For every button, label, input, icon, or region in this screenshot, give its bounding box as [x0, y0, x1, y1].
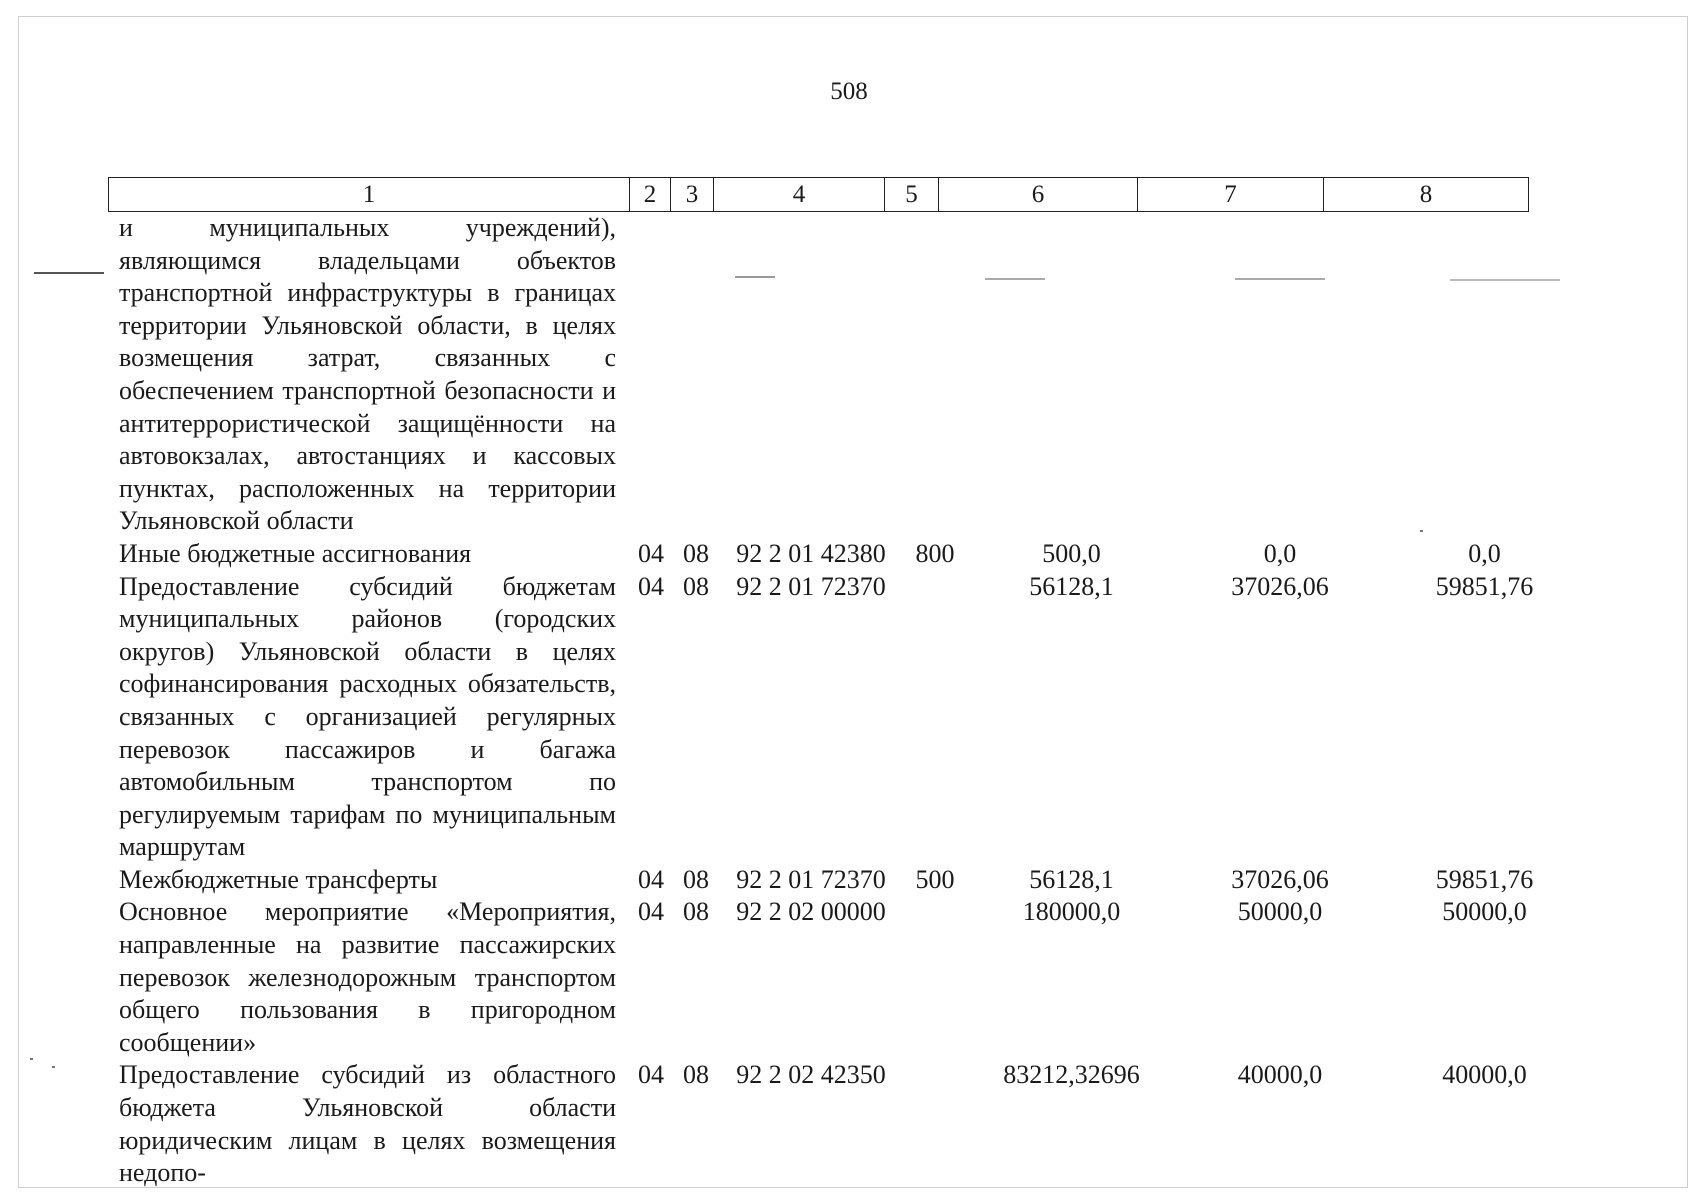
cell-amount-col6 — [964, 212, 1179, 538]
col-header-6: 6 — [939, 178, 1138, 212]
cell-expense-type: 800 — [915, 538, 955, 568]
cell-target-article: 92 2 02 00000 — [736, 897, 886, 927]
budget-table — [108, 212, 1588, 1190]
table-row — [108, 896, 1588, 1059]
cell-amount-col8: 40000,0 — [1442, 1060, 1527, 1090]
cell-target-article: 92 2 02 42350 — [736, 1060, 886, 1090]
col-header-1: 1 — [109, 178, 630, 212]
col-header-5: 5 — [885, 178, 939, 212]
cell-section: 04 — [638, 897, 664, 927]
cell-target-article — [716, 212, 906, 538]
row-description: Иные бюджетные ассигнования — [119, 538, 472, 568]
cell-subsection: 08 — [683, 571, 709, 601]
table-row — [108, 538, 1588, 571]
cell-amount-col7: 37026,06 — [1231, 864, 1329, 894]
row-description: Предоставление субсидий из областного бюджета Ульяновской области юридическим лицам в целях возмещения недопо- — [119, 1060, 616, 1188]
cell-expense-type — [906, 212, 964, 538]
cell-section — [626, 212, 676, 538]
cell-section: 04 — [638, 864, 664, 894]
cell-section: 04 — [638, 538, 664, 568]
cell-subsection: 08 — [683, 538, 709, 568]
table-row — [108, 571, 1588, 864]
row-description: и муниципальных учреждений), являющимся владельцами объектов транспортной инфраструктуры в границах территории Ульяновской области, в целях возмещения затрат, связанных с обеспечением транспортной безопасности и антитеррористической защищённости на автовокзалах, автостанциях и кассовых пунктах, расположенных на территории Ульяновской области — [119, 213, 616, 536]
cell-amount-col6: 83212,32696 — [1003, 1060, 1140, 1090]
cell-expense-type — [906, 571, 964, 864]
cell-amount-col8: 59851,76 — [1435, 571, 1534, 601]
cell-amount-col8 — [1381, 212, 1588, 538]
table-row — [108, 1059, 1588, 1189]
col-header-7: 7 — [1138, 178, 1324, 212]
cell-subsection: 08 — [683, 1060, 709, 1090]
table-row — [108, 864, 1588, 897]
cell-amount-col8: 59851,76 — [1435, 864, 1534, 894]
cell-target-article: 92 2 01 42380 — [736, 538, 886, 568]
col-header-8: 8 — [1324, 178, 1529, 212]
col-header-2: 2 — [630, 178, 671, 212]
cell-amount-col6: 500,0 — [1042, 538, 1101, 568]
cell-subsection: 08 — [683, 864, 709, 894]
cell-section: 04 — [638, 1060, 664, 1090]
cell-expense-type — [906, 896, 964, 1059]
cell-amount-col7 — [1179, 212, 1381, 538]
scan-artifact-dash — [34, 272, 104, 274]
cell-subsection: 08 — [683, 897, 709, 927]
table-row — [108, 212, 1588, 538]
cell-amount-col6: 56128,1 — [1029, 571, 1114, 601]
cell-amount-col7: 40000,0 — [1237, 1060, 1323, 1090]
cell-amount-col7: 37026,06 — [1231, 571, 1329, 601]
scan-artifact-speck — [30, 1058, 33, 1060]
cell-amount-col7: 50000,0 — [1237, 897, 1323, 927]
cell-amount-col6: 180000,0 — [1022, 897, 1121, 927]
col-header-4: 4 — [714, 178, 885, 212]
cell-section: 04 — [638, 571, 664, 601]
cell-expense-type — [906, 1059, 964, 1189]
row-description: Предоставление субсидий бюджетам муниципальных районов (городских округов) Ульяновской области в целях софинансирования расходных обязательств, связанных с организацией регулярных перевозок пассажиров и багажа автомобильным транспортом по регулируемым тарифам по муниципальным маршрутам — [119, 571, 616, 862]
cell-amount-col8: 50000,0 — [1442, 897, 1527, 927]
col-header-3: 3 — [671, 178, 714, 212]
page-number: 508 — [830, 78, 868, 105]
cell-subsection — [676, 212, 716, 538]
column-header-row — [108, 177, 1529, 212]
cell-amount-col7: 0,0 — [1263, 538, 1297, 568]
row-description: Основное мероприятие «Мероприятия, направленные на развитие пассажирских перевозок железнодорожным транспортом общего пользования в пригородном сообщении» — [119, 897, 616, 1057]
cell-target-article: 92 2 01 72370 — [736, 864, 886, 894]
cell-amount-col6: 56128,1 — [1029, 864, 1114, 894]
scan-artifact-speck — [52, 1066, 55, 1068]
cell-target-article: 92 2 01 72370 — [736, 571, 886, 601]
cell-expense-type: 500 — [915, 864, 955, 894]
cell-amount-col8: 0,0 — [1468, 538, 1501, 568]
row-description: Межбюджетные трансферты — [119, 864, 438, 894]
